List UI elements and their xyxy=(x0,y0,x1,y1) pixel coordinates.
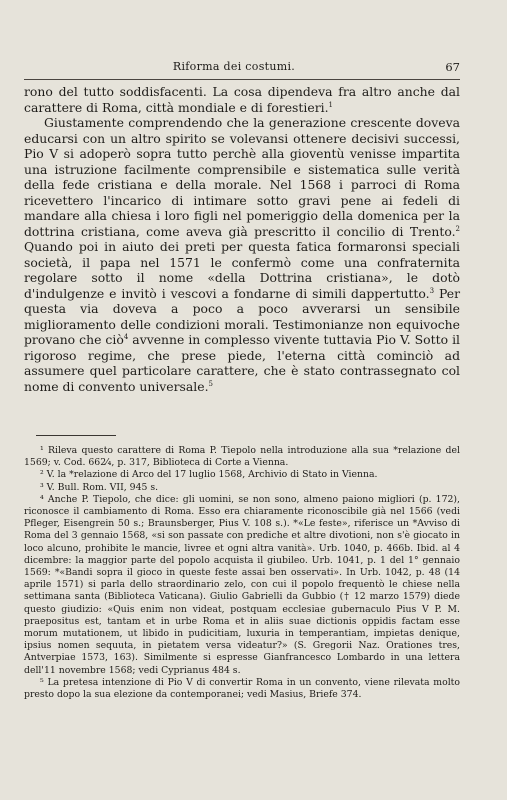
paragraph-2-text-b: Quando poi in aiuto dei preti per questa fatica formaronsi speciali società, il papa nel 1571 le confermò come una confraternita regolare sotto il nome «della Dottrina cristiana», le dotò d'indulgenze e invitò i vescovi a fondarne di simili dappertutto. xyxy=(24,239,460,301)
footnotes xyxy=(24,445,460,701)
footnote-ref: 2 xyxy=(455,224,460,233)
running-title: Riforma dei costumi. xyxy=(172,60,296,73)
paragraph-2-text-c: Per questa via doveva a poco a poco avverarsi un sensibile miglioramento delle condizioni morali. Testimonianze non equivoche provano che ciò xyxy=(24,285,460,347)
footnote-3: ³ V. Bull. Rom. VII, 945 s. xyxy=(40,481,159,493)
paragraph-1-text: rono del tutto soddisfacenti. La cosa dipendeva fra altro anche dal carattere di Roma, città mondiale e di forestieri. xyxy=(24,84,460,115)
footnote-ref: 1 xyxy=(328,100,333,109)
header-rule xyxy=(24,79,460,80)
footnote-separator xyxy=(36,435,116,436)
paragraph-2-text-d: avvenne in complesso vivente tuttavia Pio V. Sotto il rigoroso regime, che prese piede, l'eterna città cominciò ad assumere quel particolare carattere, che è stato contrassegnato col nome di convento universale. xyxy=(24,332,460,394)
footnote-5: ⁵ La pretesa intenzione di Pio V di convertir Roma in un convento, viene rilevata molto presto dopo la sua elezione da contemporanei; vedi Masius, Briefe 374. xyxy=(24,676,460,701)
footnote-ref: 4 xyxy=(123,332,129,341)
paragraph-2-text-a: Giustamente comprendendo che la generazione crescente doveva educarsi con un altro spirito se volevansi ottenere decisivi successi, Pio V si adoperò sopra tutto perchè alla gioventù venisse impartita una istruzione facilmente comprensibile e sistematica sulle verità della fede cristiana e della morale. Nel 1568 i parroci di Roma ricevettero l'incarico di intimare sotto gravi pene ai fedeli di mandare alla chiesa i loro figli nel pomeriggio della domenica per la dottrina cristiana, come aveva già prescritto il concilio di Trento. xyxy=(24,115,460,239)
footnote-ref: 5 xyxy=(208,379,213,388)
paragraph-2 xyxy=(24,115,460,394)
footnote-4: ⁴ Anche P. Tiepolo, che dice: gli uomini, se non sono, almeno paiono migliori (p. 172), riconosce il cambiamento di Roma. Esso era chiaramente riconoscibile già nel 1566 (vedi Pfleger, Eisengrein 50 s.; Braunsberger, Pius V. 108 s.). *«Le feste», riferisce un *Avviso di Roma del 3 gennaio 1568, «si son passate con prediche et altre divotioni, non s'è giocato in loco alcuno, prohibite le mancie, livree et ogni altra vanità». Urb. 1040, p. 466b. Ibid. al 4 dicembre: la maggior parte del popolo acquista il giubileo. Urb. 1041, p. 1 del 1° gennaio 1569: *«Bandi sopra il gioco in queste feste assai ben osservati». In Urb. 1042, p. 48 (14 aprile 1571) si parla dello straordinario zelo, con cui il popolo frequentò le chiese nella settimana santa (Biblioteca Vaticana). Giulio Gabrielli da Gubbio († 12 marzo 1579) diede questo giudizio: «Quis enim non videat, postquam ecclesiae gubernaculo Pius V P. M. praepositus est, tantam et in urbe Roma et in aliis suae dictionis oppidis factam esse morum mutationem, ut libido in pudicitiam, luxuria in temperantiam, impietas denique, ipsius nomen sequuta, in pietatem versa videatur?» (S. Gregorii Naz. Orationes tres, Antverpiae 1573, 163). Similmente si espresse Gianfrancesco Lombardo in una lettera dell'11 novembre 1568; vedi Cyprianus 484 s. xyxy=(24,493,460,676)
paragraph-1 xyxy=(24,84,460,115)
main-text xyxy=(24,84,460,394)
footnote-2: ² V. la *relazione di Arco del 17 luglio 1568, Archivio di Stato in Vienna. xyxy=(40,469,378,481)
footnote-1: ¹ Rileva questo carattere di Roma P. Tiepolo nella introduzione alla sua *relazione del 1569; v. Cod. 662⁄₄, p. 317, Biblioteca di Corte a Vienna. xyxy=(24,445,460,469)
footnote-ref: 3 xyxy=(429,286,435,295)
page-header xyxy=(24,60,460,76)
page-number: 67 xyxy=(445,60,460,74)
